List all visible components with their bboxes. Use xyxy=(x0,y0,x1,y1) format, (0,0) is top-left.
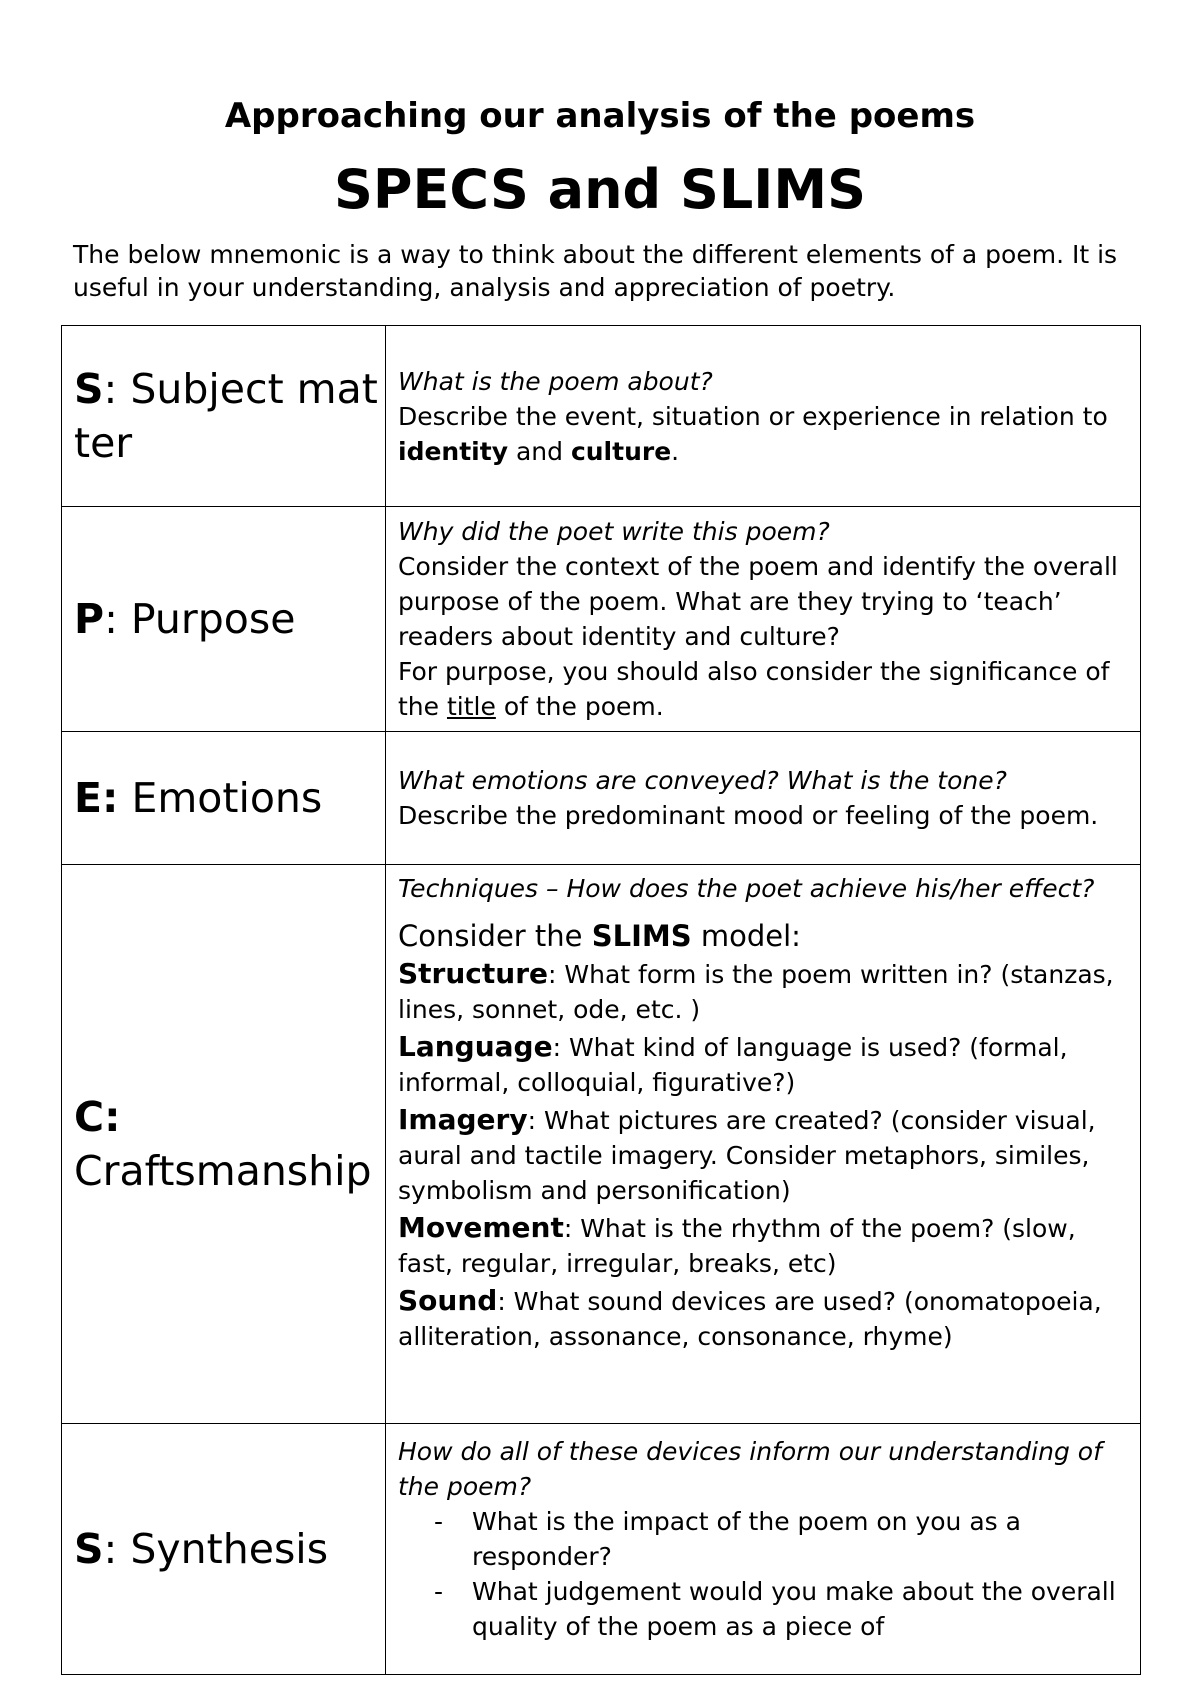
slims-text: : What sound devices are used? (onomatopoeia, alliteration, assonance, consonance, rhyme) xyxy=(398,1287,1102,1351)
desc-cell-purpose xyxy=(386,507,1141,732)
slims-intro xyxy=(398,916,1132,956)
description xyxy=(398,399,1132,469)
description-text: Describe the event, situation or experience in relation to xyxy=(398,401,1108,431)
desc-cell-emotions xyxy=(386,732,1141,865)
table-row-synthesis xyxy=(62,1424,1141,1675)
key-cell-purpose xyxy=(62,507,386,732)
key-letter: P xyxy=(74,595,105,643)
description-text: of the poem. xyxy=(495,692,664,721)
dash-bullet-icon: - xyxy=(434,1577,444,1606)
emphasis-culture: culture xyxy=(570,436,672,466)
list-item xyxy=(434,1574,1132,1644)
key-letter: S xyxy=(74,1525,104,1573)
description-text: For purpose, you should also consider the significance of the xyxy=(398,657,1110,721)
desc-cell-subject-matter xyxy=(386,326,1141,507)
slims-term: Movement xyxy=(398,1211,564,1244)
key-letter: E: xyxy=(74,774,119,822)
synthesis-list xyxy=(398,1504,1132,1644)
guiding-question: Techniques – How does the poet achieve his/her effect? xyxy=(398,874,1095,903)
key-label: Emotions xyxy=(118,774,323,822)
emphasis-identity: identity xyxy=(398,436,508,466)
slims-text: : What is the rhythm of the poem? (slow, fast, regular, irregular, breaks, etc) xyxy=(398,1214,1076,1278)
key-cell-subject-matter xyxy=(62,326,386,507)
key-label: : Purpose xyxy=(104,595,296,643)
table-row-purpose xyxy=(62,507,1141,732)
slims-intro-text: model: xyxy=(691,919,801,953)
key-label: : Subject matter xyxy=(74,365,378,467)
slims-term: Imagery xyxy=(398,1103,528,1136)
guiding-question: What is the poem about? xyxy=(398,366,713,396)
slims-intro-text: Consider the xyxy=(398,919,592,953)
description-text: and xyxy=(508,436,571,466)
slims-acronym: SLIMS xyxy=(591,919,692,953)
slims-item-structure xyxy=(398,956,1132,1027)
table-row-emotions xyxy=(62,732,1141,865)
key-cell-craftsmanship xyxy=(62,865,386,1424)
list-item-text: What judgement would you make about the overall quality of the poem as a piece of xyxy=(472,1577,1116,1641)
list-item-text: What is the impact of the poem on you as a responder? xyxy=(472,1507,1021,1571)
slims-item-language xyxy=(398,1029,1132,1100)
emphasis-title: title xyxy=(446,692,496,721)
specs-table xyxy=(61,325,1141,1675)
description: Consider the context of the poem and identify the overall purpose of the poem. What are they trying to ‘teach’ readers about identity and culture? xyxy=(398,552,1118,651)
key-cell-emotions xyxy=(62,732,386,865)
guiding-question: What emotions are conveyed? What is the tone? xyxy=(398,766,1007,795)
guiding-question: How do all of these devices inform our understanding of the poem? xyxy=(398,1437,1102,1501)
intro-paragraph: The below mnemonic is a way to think about the different elements of a poem. It is useful in your understanding, analysis and appreciation of poetry. xyxy=(73,240,1118,302)
slims-term: Sound xyxy=(398,1284,498,1317)
description xyxy=(398,654,1132,724)
list-item xyxy=(434,1504,1132,1574)
slims-item-movement xyxy=(398,1210,1132,1281)
page-subtitle: Approaching our analysis of the poems xyxy=(224,96,976,136)
slims-item-sound xyxy=(398,1283,1132,1354)
slims-text: : What form is the poem written in? (stanzas, lines, sonnet, ode, etc. ) xyxy=(398,960,1114,1024)
page-title: SPECS and SLIMS xyxy=(333,158,867,221)
key-letter: S xyxy=(74,365,104,413)
slims-text: : What kind of language is used? (formal, informal, colloquial, figurative?) xyxy=(398,1033,1068,1097)
description: Describe the predominant mood or feeling of the poem. xyxy=(398,801,1099,830)
desc-cell-craftsmanship xyxy=(386,865,1141,1424)
table-row-subject-matter xyxy=(62,326,1141,507)
table-row-craftsmanship xyxy=(62,865,1141,1424)
key-letter: C: xyxy=(74,1093,121,1141)
slims-term: Language xyxy=(398,1030,553,1063)
dash-bullet-icon: - xyxy=(434,1507,444,1536)
description-text: . xyxy=(671,436,680,466)
key-label: Craftsmanship xyxy=(74,1147,372,1195)
key-cell-synthesis xyxy=(62,1424,386,1675)
slims-term: Structure xyxy=(398,957,549,990)
desc-cell-synthesis xyxy=(386,1424,1141,1675)
slims-item-imagery xyxy=(398,1102,1132,1208)
slims-text: : What pictures are created? (consider visual, aural and tactile imagery. Consider metaphors, similes, symbolism and personification) xyxy=(398,1106,1096,1205)
key-label: : Synthesis xyxy=(103,1525,329,1573)
guiding-question: Why did the poet write this poem? xyxy=(398,517,830,546)
